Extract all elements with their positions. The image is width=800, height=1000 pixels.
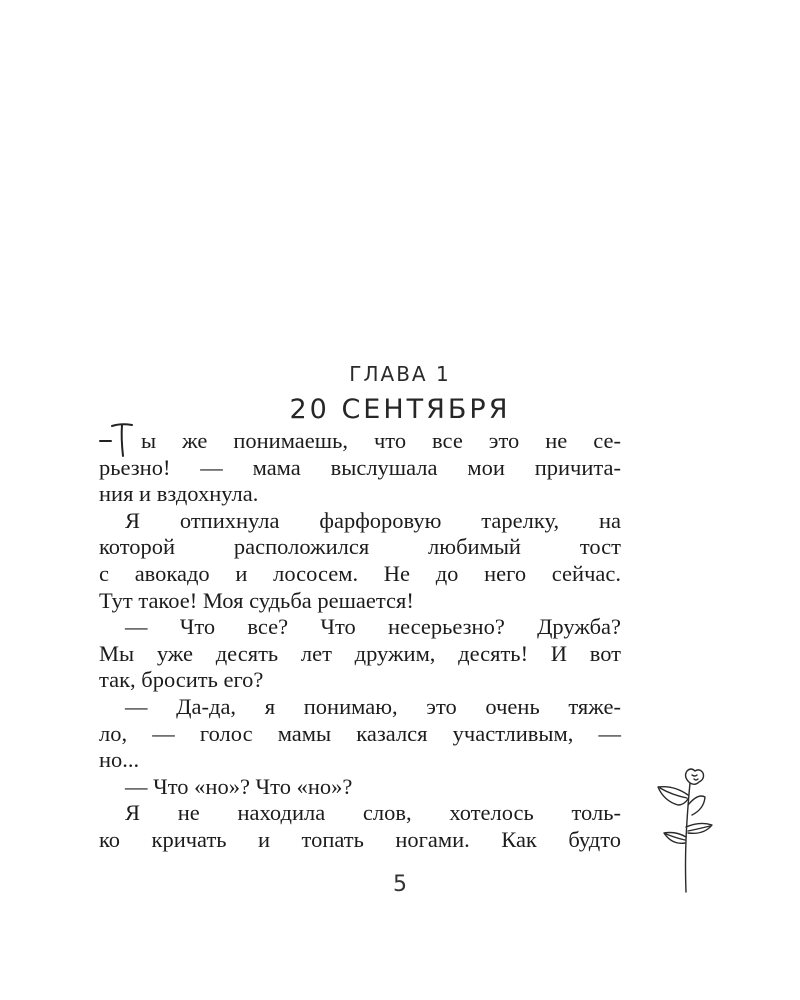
chapter-title: 20 СЕНТЯБРЯ bbox=[289, 394, 511, 425]
text-line: ы же понимаешь, что все это не се- bbox=[141, 428, 621, 453]
text-line: — Да-да, я понимаю, это очень тяже- bbox=[125, 693, 621, 719]
text-line: — Что «но»? Что «но»? bbox=[125, 773, 353, 799]
text-line: Мы уже десять лет дружим, десять! И вот bbox=[99, 640, 621, 666]
text-line: так, бросить его? bbox=[99, 667, 264, 693]
text-line: ния и вздохнула. bbox=[99, 481, 259, 507]
text-line: рьезно! — мама выслушала мои причита- bbox=[99, 454, 621, 480]
flower-illustration bbox=[650, 765, 720, 895]
text-line: ко кричать и топать ногами. Как будто bbox=[99, 826, 621, 852]
text-line: ло, — голос мамы казался участливым, — bbox=[99, 720, 621, 746]
text-line: Я отпихнула фарфоровую тарелку, на bbox=[125, 507, 621, 533]
text-line: Тут такое! Моя судьба решается! bbox=[99, 587, 414, 613]
text-line: которой расположился любимый тост bbox=[99, 534, 621, 560]
text-line: Я не находила слов, хотелось толь- bbox=[125, 800, 621, 826]
text-line: с авокадо и лососем. Не до него сейчас. bbox=[99, 560, 621, 586]
chapter-label: ГЛАВА 1 bbox=[349, 362, 451, 386]
text-line: — Что все? Что несерьезно? Дружба? bbox=[125, 614, 621, 640]
body-text bbox=[99, 428, 621, 854]
page-number: 5 bbox=[393, 872, 407, 897]
text-line: но... bbox=[99, 747, 140, 773]
